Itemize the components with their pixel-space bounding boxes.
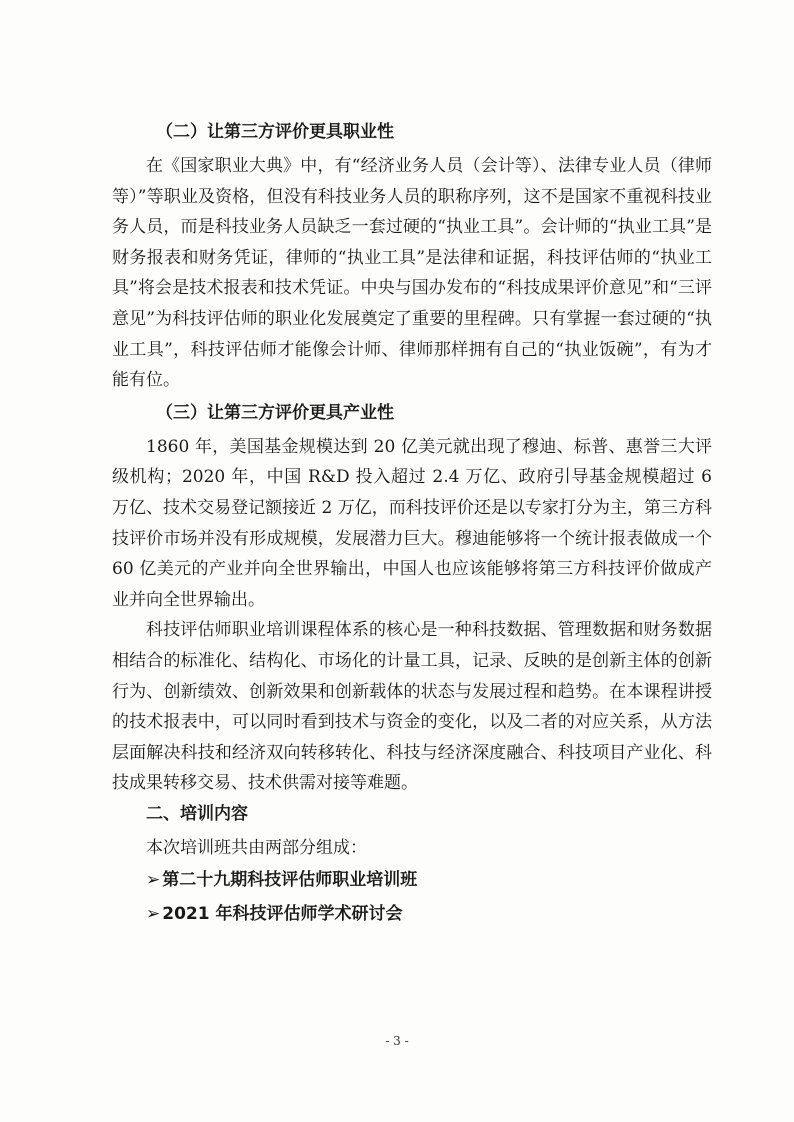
list-item-training-class	[112, 863, 712, 897]
paragraph-professional: 在《国家职业大典》中，有“经济业务人员（会计等）、法律专业人员（律师等）”等职业及资格，但没有科技业务人员的职称序列，这不是国家不重视科技业务人员，而是科技业务人员缺乏一套过硬的“执业工具”。会计师的“执业工具”是财务报表和财务凭证，律师的“执业工具”是法律和证据，科技评估师的“执业工具”将会是技术报表和技术凭证。中央与国办发布的“科技成果评价意见”和“三评意见”为科技评估师的职业化发展奠定了重要的里程碑。只有掌握一套过硬的“执业工具”，科技评估师才能像会计师、律师那样拥有自己的“执业饭碗”，有为才能有位。	[112, 156, 712, 391]
arrow-bullet-icon: ➢	[146, 903, 161, 924]
list-item-symposium	[112, 897, 712, 931]
section-heading-industrial: （三）让第三方评价更具产业性	[156, 402, 394, 423]
training-intro: 本次培训班共由两部分组成：	[146, 837, 367, 858]
paragraph-industrial-history: 1860 年，美国基金规模达到 20 亿美元就出现了穆迪、标普、惠誉三大评级机构；2020 年，中国 R&D 投入超过 2.4 万亿、政府引导基金规模超过 6 万亿、技术交易登记额接近 2 万亿，而科技评价还是以专家打分为主，第三方科技评价市场并没有形成规模，发展潜力巨大。穆迪能够将一个统计报表做成一个 60 亿美元的产业并向全世界输出，中国人也应该能够将第三方科技评价做成产业并向全世界输出。	[112, 436, 712, 610]
page-number: - 3 -	[385, 1034, 409, 1048]
paragraph-course-core: 科技评估师职业培训课程体系的核心是一种科技数据、管理数据和财务数据相结合的标准化、结构化、市场化的计量工具，记录、反映的是创新主体的创新行为、创新绩效、创新效果和创新载体的状态与发展过程和趋势。在本课程讲授的技术报表中，可以同时看到技术与资金的变化，以及二者的对应关系，从方法层面解决科技和经济双向转移转化、科技与经济深度融合、科技项目产业化、科技成果转移交易、技术供需对接等难题。	[112, 620, 712, 794]
list-item-label: 2021 年科技评估师学术研讨会	[162, 903, 403, 924]
section-heading-training: 二、培训内容	[146, 803, 248, 824]
page-content	[112, 117, 712, 931]
list-item-label: 第二十九期科技评估师职业培训班	[162, 869, 418, 890]
arrow-bullet-icon: ➢	[146, 869, 161, 890]
section-heading-professional: （二）让第三方评价更具职业性	[156, 122, 394, 142]
